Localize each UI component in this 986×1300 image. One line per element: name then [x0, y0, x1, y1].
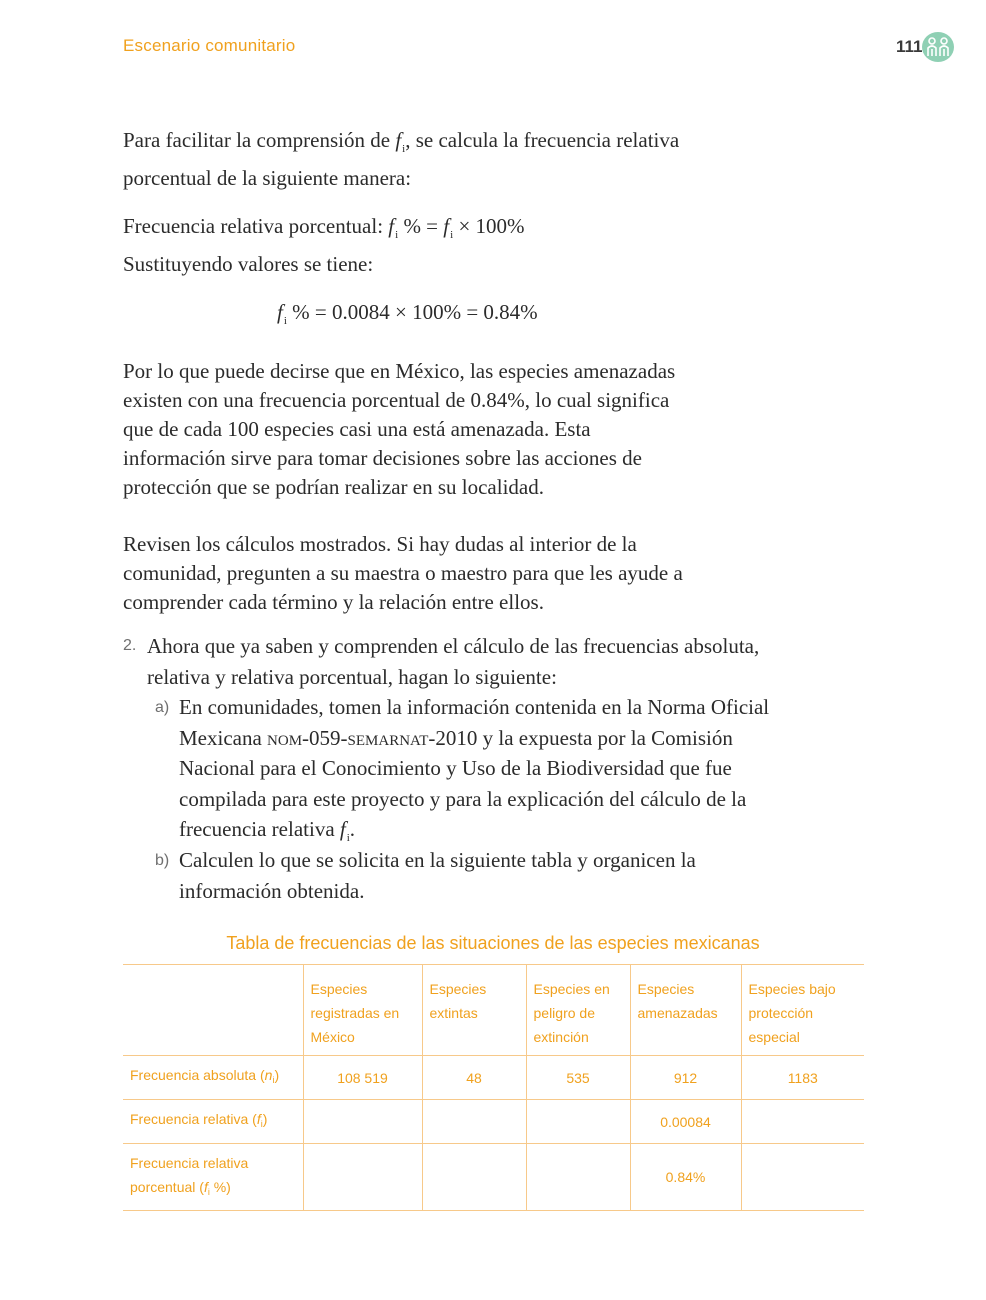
- table-title: Tabla de frecuencias de las situaciones de las especies mexicanas: [226, 933, 760, 953]
- f-variable: f: [388, 214, 395, 238]
- centered-equation: [277, 298, 538, 336]
- subscript-i: i: [402, 143, 406, 155]
- f-variable: f: [203, 1178, 208, 1195]
- intro-text-a: Para facilitar la comprensión de: [123, 128, 396, 152]
- subscript-i: i: [260, 1119, 263, 1129]
- table-cell[interactable]: [741, 1100, 864, 1144]
- f-variable: f: [277, 300, 283, 324]
- table-cell: 108 519: [303, 1056, 422, 1100]
- table-cell: 535: [526, 1056, 630, 1100]
- table-cell[interactable]: [741, 1144, 864, 1211]
- table-row: [123, 1100, 864, 1144]
- table-cell[interactable]: [526, 1144, 630, 1211]
- intro-text-b: , se calcula la frecuencia relativa porcentual de la siguiente manera:: [123, 128, 680, 190]
- n-variable: n: [264, 1067, 273, 1083]
- subscript-i: i: [395, 229, 399, 241]
- empty-corner-cell: [123, 965, 303, 1056]
- row-label-close: ): [274, 1067, 280, 1083]
- f-variable: f: [256, 1111, 261, 1127]
- review-paragraph: Revisen los cálculos mostrados. Si hay dudas al interior de la comunidad, pregunten a su maestra o maestro para que les ayude a comprender cada término y la relación entre ellos.: [123, 532, 683, 614]
- table-cell[interactable]: [303, 1100, 422, 1144]
- table-header-row: [123, 965, 864, 1056]
- f-variable: f: [443, 214, 450, 238]
- item-b-marker: b): [155, 852, 170, 869]
- f-variable: f: [339, 817, 346, 841]
- column-header: Especies extintas: [422, 965, 526, 1056]
- section-header: Escenario comunitario: [123, 36, 296, 55]
- table-cell[interactable]: [422, 1144, 526, 1211]
- formula-label: Frecuencia relativa porcentual:: [123, 214, 389, 238]
- item-a-period: .: [349, 817, 356, 841]
- page-number: 111: [896, 37, 923, 56]
- table-cell[interactable]: [526, 1100, 630, 1144]
- row-label-text: Frecuencia relativa (: [130, 1111, 257, 1127]
- f-variable: f: [395, 128, 402, 152]
- subscript-i: i: [450, 229, 454, 241]
- intro-paragraph: [123, 126, 723, 193]
- row-label-text: Frecuencia absoluta (: [130, 1067, 265, 1083]
- item-a-text: [179, 692, 789, 854]
- substitution-line: Sustituyendo valores se tiene:: [123, 252, 374, 276]
- item-a-marker: a): [155, 699, 170, 716]
- subscript-i: i: [346, 832, 350, 844]
- table-row: [123, 1056, 864, 1100]
- table-cell: 48: [422, 1056, 526, 1100]
- norm-code: nom-059-semarnat: [267, 725, 429, 750]
- equation-rest: % = 0.0084 × 100% = 0.84%: [286, 300, 538, 324]
- community-people-icon: [922, 32, 954, 62]
- table-cell: 1183: [741, 1056, 864, 1100]
- column-header: Especies registradas en México: [303, 965, 422, 1056]
- row-label: [123, 1144, 303, 1211]
- item-a-text-2: y la expuesta por la Comisión Nacional para el Conocimiento y Uso de la Biodiversidad que fue compilada para este proyecto y para la explicación del cálculo de la frecuencia relativa: [179, 725, 747, 841]
- table-cell: 0.84%: [630, 1144, 741, 1211]
- row-label: [123, 1100, 303, 1144]
- item-b-text: Calculen lo que se solicita en la siguiente tabla y organicen la información obtenida.: [179, 848, 696, 903]
- row-label: [123, 1056, 303, 1100]
- formula-end: × 100%: [453, 214, 525, 238]
- item-a-text-1: En comunidades, tomen la información contenida en la Norma Oficial Mexicana: [179, 695, 770, 750]
- column-header: Especies amenazadas: [630, 965, 741, 1056]
- table-cell[interactable]: [303, 1144, 422, 1211]
- table-cell: 0.00084: [630, 1100, 741, 1144]
- item-2-text: Ahora que ya saben y comprenden el cálculo de las frecuencias absoluta, relativa y relativa porcentual, hagan lo siguiente:: [147, 634, 760, 689]
- explanation-paragraph: Por lo que puede decirse que en México, las especies amenazadas existen con una frecuencia porcentual de 0.84%, lo cual significa que de cada 100 especies casi una está amenazada. Esta información sirve para tomar decisiones sobre las acciones de protección que se podrían realizar en su localidad.: [123, 359, 676, 499]
- column-header: Especies bajo protección especial: [741, 965, 864, 1056]
- table-cell[interactable]: [422, 1100, 526, 1144]
- column-header: Especies en peligro de extinción: [526, 965, 630, 1056]
- subscript-i: i: [283, 315, 287, 327]
- norm-year: -2010: [428, 725, 478, 750]
- table-row: [123, 1144, 864, 1211]
- formula-block: [123, 212, 723, 279]
- row-label-close: ): [262, 1111, 268, 1127]
- subscript-i: i: [272, 1075, 275, 1085]
- frequency-table: [123, 964, 864, 1211]
- table-cell: 912: [630, 1056, 741, 1100]
- item-2-marker: 2.: [123, 637, 137, 654]
- formula-equals: % =: [398, 214, 444, 238]
- row-label-text: Frecuencia relativa porcentual (: [130, 1154, 249, 1195]
- subscript-i: i: [207, 1186, 210, 1197]
- row-label-close: %): [209, 1178, 231, 1195]
